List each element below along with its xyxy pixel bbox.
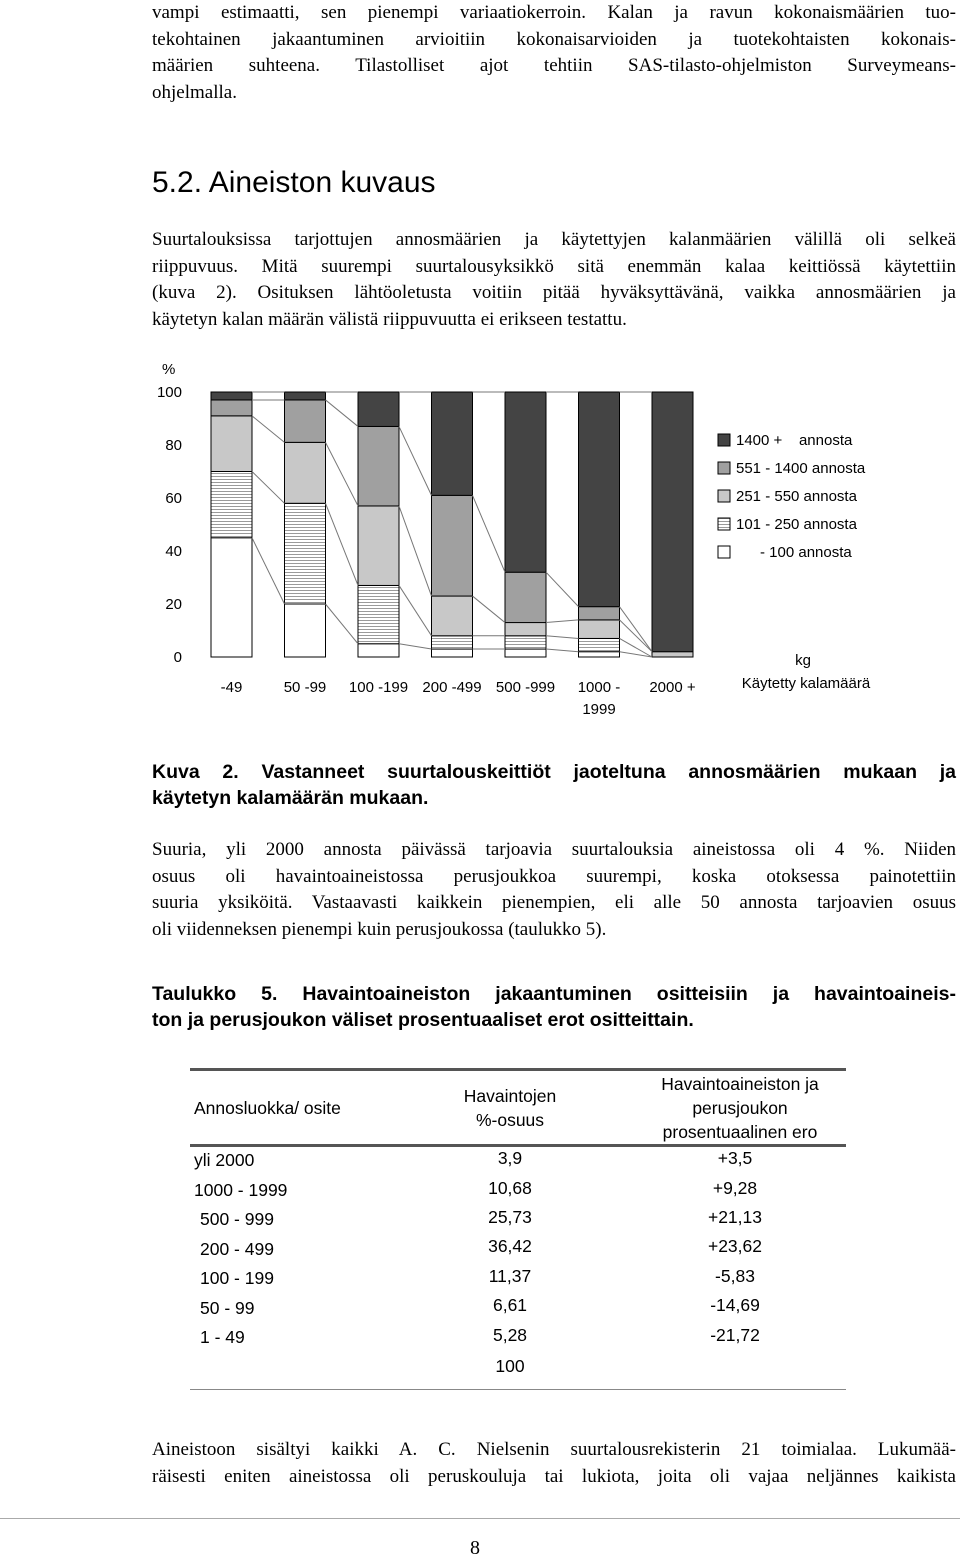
page-number: 8 xyxy=(470,1537,480,1559)
bar-segment xyxy=(285,400,326,442)
intro-paragraph xyxy=(152,0,956,106)
bar-segment xyxy=(505,392,546,572)
series-connector-line xyxy=(252,472,285,504)
text-line: (kuva 2). Osituksen lähtöoletusta voitiin pitää hyväksyttävänä, vaikka annosmäärien ja xyxy=(152,282,956,303)
row-label: 100 - 199 xyxy=(200,1268,274,1288)
text-line: oli viidenneksen pienempi kuin perusjoukossa (taulukko 5). xyxy=(152,918,607,940)
bar-segment xyxy=(358,585,399,643)
bar-segment xyxy=(211,538,252,657)
text-line: suuria yksiköitä. Vastaavasti kaikkein pienempien, eli alle 50 annosta tarjoavien osuus xyxy=(152,892,956,913)
x-tick-label: -49 xyxy=(220,679,243,696)
bar-segment xyxy=(579,392,620,607)
row-diff: +23,62 xyxy=(707,1236,762,1256)
text-line: Aineistoon sisältyi kaikki A. C. Nielsenin suurtalousrekisterin 21 toimialaa. Lukumää- xyxy=(152,1439,956,1460)
series-connector-line xyxy=(399,506,432,596)
series-connector-line xyxy=(546,636,579,639)
header-diff xyxy=(630,1072,850,1144)
y-tick-label: 40 xyxy=(165,543,182,560)
text-line: tekohtainen jakaantuminen arvioitiin kokonaisarvioiden ja tuotekohtaisten kokonais- xyxy=(152,28,956,50)
series-connector-line xyxy=(473,596,506,623)
paragraph-sectors xyxy=(152,1437,956,1490)
bar-segment xyxy=(652,652,693,657)
bar-segment xyxy=(432,636,473,649)
text-line: Suurtalouksissa tarjottujen annosmäärien ja käytettyjen kalanmäärien välillä oli selkeä xyxy=(152,229,956,250)
bar-segment xyxy=(285,392,326,400)
series-connector-line xyxy=(546,620,579,623)
row-diff: +9,28 xyxy=(712,1178,758,1198)
table-header-rule xyxy=(190,1144,846,1147)
bar-segment xyxy=(432,392,473,495)
paragraph-large-units xyxy=(152,837,956,943)
bar-segment xyxy=(505,649,546,657)
text-line: ohjelmalla. xyxy=(152,81,237,103)
row-diff: +3,5 xyxy=(717,1148,753,1168)
text-line: osuus oli havaintoaineistossa perusjoukkoa suurempi, koska otoksessa painotettiin xyxy=(152,865,956,887)
x-tick-label: 200 -499 xyxy=(422,679,482,696)
distribution-table xyxy=(190,1068,850,1398)
x-axis-label: Käytetty kalamäärä xyxy=(741,675,871,692)
bar-segment xyxy=(358,644,399,657)
header-annosluokka: Annosluokka/ osite xyxy=(194,1098,341,1118)
series-connector-line xyxy=(620,620,653,652)
y-tick-label: 60 xyxy=(165,490,182,507)
text-line: räisesti eniten aineistossa oli peruskouluja tai lukiota, joita oli vajaa neljännes kaikista xyxy=(152,1465,956,1487)
bar-segment xyxy=(358,392,399,426)
caption-line: ton ja perusjoukon väliset prosentuaaliset erot ositteittain. xyxy=(152,1009,694,1031)
row-diff: -14,69 xyxy=(710,1295,760,1315)
legend-label: 101 - 250 annosta xyxy=(736,516,857,533)
row-diff: -21,72 xyxy=(710,1325,760,1345)
legend-label: 551 - 1400 annosta xyxy=(736,460,866,477)
series-connector-line xyxy=(399,426,432,495)
bar-segment xyxy=(211,400,252,416)
paragraph-dependency xyxy=(152,227,956,333)
text-line: käytetyn kalan määrän välistä riippuvuutta ei erikseen testattu. xyxy=(152,308,627,330)
bar-segment xyxy=(505,636,546,649)
header-line: %-osuus xyxy=(475,1110,545,1130)
bar-segment xyxy=(432,596,473,636)
bar-segment xyxy=(505,572,546,622)
series-connector-line xyxy=(326,503,359,585)
legend-swatch xyxy=(718,434,730,446)
bar-segment xyxy=(432,649,473,657)
header-line: prosentuaalinen ero xyxy=(662,1122,818,1142)
bar-segment xyxy=(579,652,620,657)
x-tick-label: 1000 - xyxy=(577,679,621,696)
bar-segment xyxy=(211,416,252,472)
row-share: 3,9 xyxy=(497,1148,523,1168)
bar-segment xyxy=(505,623,546,636)
y-tick-label: 80 xyxy=(165,437,182,454)
bar-segment xyxy=(285,604,326,657)
series-connector-line xyxy=(326,442,359,506)
table-bottom-rule xyxy=(190,1389,846,1390)
caption-line: käytetyn kalamäärän mukaan. xyxy=(152,787,429,809)
row-label: 1 - 49 xyxy=(200,1327,245,1347)
row-share: 36,42 xyxy=(488,1236,532,1256)
text-line: vampi estimaatti, sen pienempi variaatiokerroin. Kalan ja ravun kokonaismäärien tuo- xyxy=(152,2,956,23)
x-tick-label: 1999 xyxy=(582,701,616,718)
header-share xyxy=(410,1084,610,1132)
text-line: riippuvuus. Mitä suurempi suurtalousyksikkö sitä enemmän kalaa keittiössä käytettiin xyxy=(152,255,956,277)
legend-label: 1400 + annosta xyxy=(736,432,853,449)
row-share: 10,68 xyxy=(488,1178,532,1198)
footer-divider xyxy=(0,1518,960,1519)
row-label: 200 - 499 xyxy=(200,1239,274,1259)
series-connector-line xyxy=(546,572,579,606)
legend-label: - 100 annosta xyxy=(760,544,852,561)
bar-segment xyxy=(432,495,473,596)
text-line: määrien suhteena. Tilastolliset ajot tehtiin SAS-tilasto-ohjelmiston Surveymeans- xyxy=(152,55,956,76)
row-label: 1000 - 1999 xyxy=(194,1180,288,1200)
caption-line: Kuva 2. Vastanneet suurtalouskeittiöt jaoteltuna annosmäärien mukaan ja xyxy=(152,761,956,783)
y-tick-label: 20 xyxy=(165,596,182,613)
figure-caption xyxy=(152,759,956,811)
bar-segment xyxy=(358,426,399,506)
bar-segment xyxy=(652,392,693,652)
bar-segment xyxy=(211,392,252,400)
series-connector-line xyxy=(473,495,506,572)
series-connector-line xyxy=(326,400,359,427)
row-share: 25,73 xyxy=(488,1207,532,1227)
bar-segment xyxy=(285,442,326,503)
y-tick-label: 100 xyxy=(156,384,182,401)
x-tick-label: 500 -999 xyxy=(495,679,556,696)
legend-swatch xyxy=(718,546,730,558)
row-label: 50 - 99 xyxy=(200,1298,255,1318)
bar-segment xyxy=(285,503,326,604)
series-connector-line xyxy=(399,644,432,649)
bar-segment xyxy=(579,607,620,620)
header-line: perusjoukon xyxy=(692,1098,788,1118)
legend-swatch xyxy=(718,518,730,530)
x-tick-label: 100 -199 xyxy=(348,679,409,696)
legend-swatch xyxy=(718,462,730,474)
legend-label: 251 - 550 annosta xyxy=(736,488,857,505)
bar-segment xyxy=(579,638,620,651)
caption-line: Taulukko 5. Havaintoaineiston jakaantuminen ositteisiin ja havaintoaineis- xyxy=(152,983,956,1005)
series-connector-line xyxy=(326,604,359,644)
bar-segment xyxy=(358,506,399,586)
y-axis-label: % xyxy=(162,361,176,378)
series-connector-line xyxy=(546,649,579,652)
row-label: yli 2000 xyxy=(194,1150,255,1170)
row-diff: +21,13 xyxy=(707,1207,762,1227)
table-caption xyxy=(152,981,956,1033)
row-share: 5,28 xyxy=(492,1325,528,1345)
series-connector-line xyxy=(620,607,653,652)
legend-swatch xyxy=(718,490,730,502)
header-line: Havaintoaineiston ja xyxy=(661,1074,819,1094)
x-axis-unit: kg xyxy=(795,652,811,669)
text-line: Suuria, yli 2000 annosta päivässä tarjoavia suurtalouksia aineistossa oli 4 %. Niiden xyxy=(152,839,956,860)
row-share: 6,61 xyxy=(492,1295,528,1315)
table-top-rule xyxy=(190,1068,846,1071)
series-connector-line xyxy=(252,416,285,443)
row-share: 11,37 xyxy=(488,1266,532,1286)
x-tick-label: 2000 + xyxy=(649,679,696,696)
row-label: 500 - 999 xyxy=(200,1209,274,1229)
header-line: Havaintojen xyxy=(463,1086,557,1106)
bar-segment xyxy=(211,472,252,538)
bar-segment xyxy=(579,620,620,639)
row-diff: -5,83 xyxy=(715,1266,755,1286)
section-heading: 5.2. Aineiston kuvaus xyxy=(152,166,436,199)
x-tick-label: 50 -99 xyxy=(283,679,327,696)
table-total: 100 xyxy=(495,1356,525,1376)
y-tick-label: 0 xyxy=(173,649,182,666)
series-connector-line xyxy=(399,585,432,635)
series-connector-line xyxy=(252,538,285,604)
stacked-bar-chart xyxy=(0,350,960,730)
